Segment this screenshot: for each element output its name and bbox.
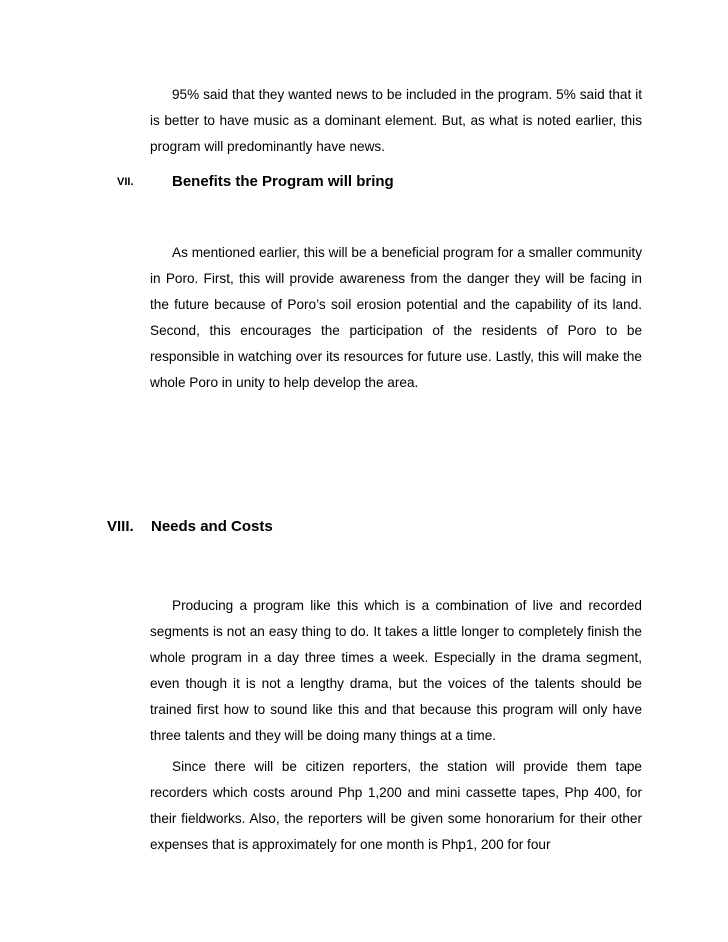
- paragraph-survey-results: 95% said that they wanted news to be included in the program. 5% said that it is better to have music as a dominant element. But, as what is noted earlier, this program will predominantly have news.: [150, 87, 642, 154]
- paragraph-reporters-costs: Since there will be citizen reporters, the station will provide them tape recorders which costs around Php 1,200 and mini cassette tapes, Php 400, for their fieldworks. Also, the reporters will be given some honorarium for their other expenses that is approximately for one month is Php1, 200 for four: [150, 759, 642, 852]
- section-title: Benefits the Program will bring: [172, 173, 394, 190]
- section-number: VIII.: [107, 518, 134, 535]
- paragraph-benefits: As mentioned earlier, this will be a beneficial program for a smaller community in Poro. First, this will provide awareness from the danger they will be facing in the future because of Poro’s soil erosion potential and the capability of its land. Second, this encourages the participation of the residents of Poro to be responsible in watching over its resources for future use. Lastly, this will make the whole Poro in unity to help develop the area.: [150, 245, 642, 390]
- section-number: VII.: [117, 176, 134, 188]
- paragraph-production: Producing a program like this which is a combination of live and recorded segments is not an easy thing to do. It takes a little longer to completely finish the whole program in a day three times a week. Especially in the drama segment, even though it is not a lengthy drama, but the voices of the talents should be trained first how to sound like this and that because this program will only have three talents and they will be doing many things at a time.: [150, 598, 642, 743]
- section-title: Needs and Costs: [151, 518, 273, 535]
